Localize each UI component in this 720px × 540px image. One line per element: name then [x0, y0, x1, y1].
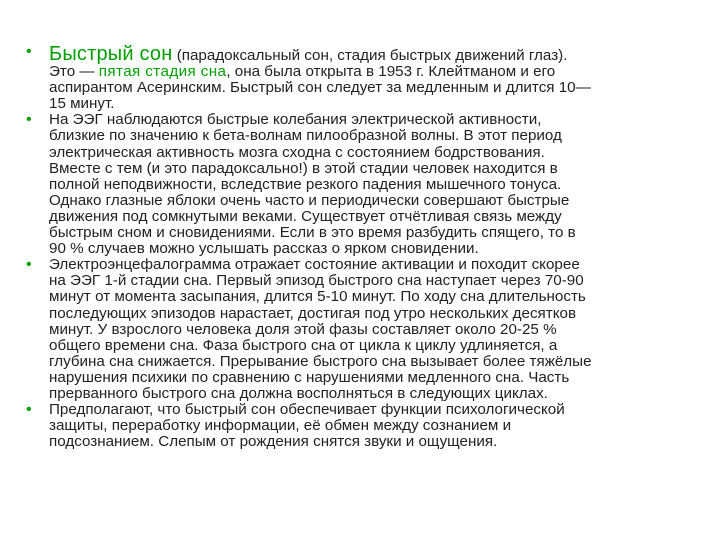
bullet-2-line-6: Однако глазные яблоки очень часто и периодически совершают быстрые: [49, 191, 570, 209]
bullet-2-line-7: движения под сомкнутыми веками. Существует отчётливая связь между: [49, 207, 562, 225]
bullet-1-lead-tail: (парадоксальный сон, стадия быстрых движений глаз).: [172, 47, 568, 64]
bullet-dot-icon: •: [26, 401, 32, 419]
bullet-4-line-2: защиты, переработку информации, её обмен между сознанием и: [49, 417, 512, 435]
bullet-3-line-4: последующих эпизодов нарастает, достигая под утро нескольких десятков: [49, 304, 577, 322]
bullet-3-line-9: прерванного быстрого сна должна восполняться в следующих циклах.: [49, 384, 548, 402]
bullet-item-eeg: [28, 112, 700, 257]
bullet-1-highlight: пятая стадия сна: [98, 63, 227, 81]
bullet-item-rem-sleep-intro: [28, 38, 700, 112]
bullet-2-line-4: Вместе с тем (и это парадоксально!) в этой стадии человек находится в: [49, 159, 558, 177]
bullet-3-line-5: минут. У взрослого человека доля этой фазы составляет около 20-25 %: [49, 320, 557, 338]
bullet-1-line-3: аспирантом Асеринским. Быстрый сон следует за медленным и длится 10—: [49, 79, 591, 97]
bullet-3-line-8: нарушения психики по сравнению с нарушениями медленного сна. Часть: [49, 368, 570, 386]
bullet-2-line-3: электрическая активность мозга сходна с состоянием бодрствования.: [49, 143, 545, 161]
bullet-list: [28, 38, 700, 450]
bullet-2-line-2: близкие по значению к бета-волнам пилообразной волны. В этот период: [49, 127, 562, 145]
bullet-3-line-6: общего времени сна. Фаза быстрого сна от цикла к циклу удлиняется, а: [49, 336, 558, 354]
bullet-item-functions: [28, 402, 700, 450]
bullet-1-lead-term: Быстрый сон: [49, 43, 173, 65]
bullet-2-line-8: быстрым сном и сновидениями. Если в это время разбудить спящего, то в: [49, 224, 576, 242]
bullet-dot-icon: •: [26, 43, 32, 60]
bullet-2-line-5: полной неподвижности, вследствие резкого падения мышечного тонуса.: [49, 175, 562, 193]
bullet-3-line-3: минут от момента засыпания, длится 5-10 минут. По ходу сна длительность: [49, 288, 586, 306]
bullet-1-line-4: 15 минут.: [49, 95, 115, 113]
bullet-1-line-2-b: , она была открыта в 1953 г. Клейтманом и его: [226, 63, 556, 81]
bullet-3-line-7: глубина сна снижается. Прерывание быстрого сна вызывает более тяжёлые: [49, 352, 592, 370]
bullet-3-line-1: Электроэнцефалограмма отражает состояние активации и походит скорее: [49, 256, 580, 274]
bullet-2-line-1: На ЭЭГ наблюдаются быстрые колебания электрической активности,: [49, 111, 542, 129]
bullet-item-electroencephalogram: [28, 257, 700, 402]
bullet-4-line-1: Предполагают, что быстрый сон обеспечивает функции психологической: [49, 401, 565, 419]
bullet-dot-icon: •: [26, 256, 32, 274]
bullet-4-line-3: подсознанием. Слепым от рождения снятся звуки и ощущения.: [49, 433, 498, 451]
bullet-2-line-9: 90 % случаев можно услышать рассказ о ярком сновидении.: [49, 240, 479, 258]
bullet-1-line-1: [49, 44, 700, 64]
bullet-1-line-2: [49, 64, 700, 80]
bullet-1-line-2-a: Это —: [49, 63, 99, 81]
bullet-dot-icon: •: [26, 111, 32, 129]
bullet-3-line-2: на ЭЭГ 1-й стадии сна. Первый эпизод быстрого сна наступает через 70-90: [49, 272, 584, 290]
